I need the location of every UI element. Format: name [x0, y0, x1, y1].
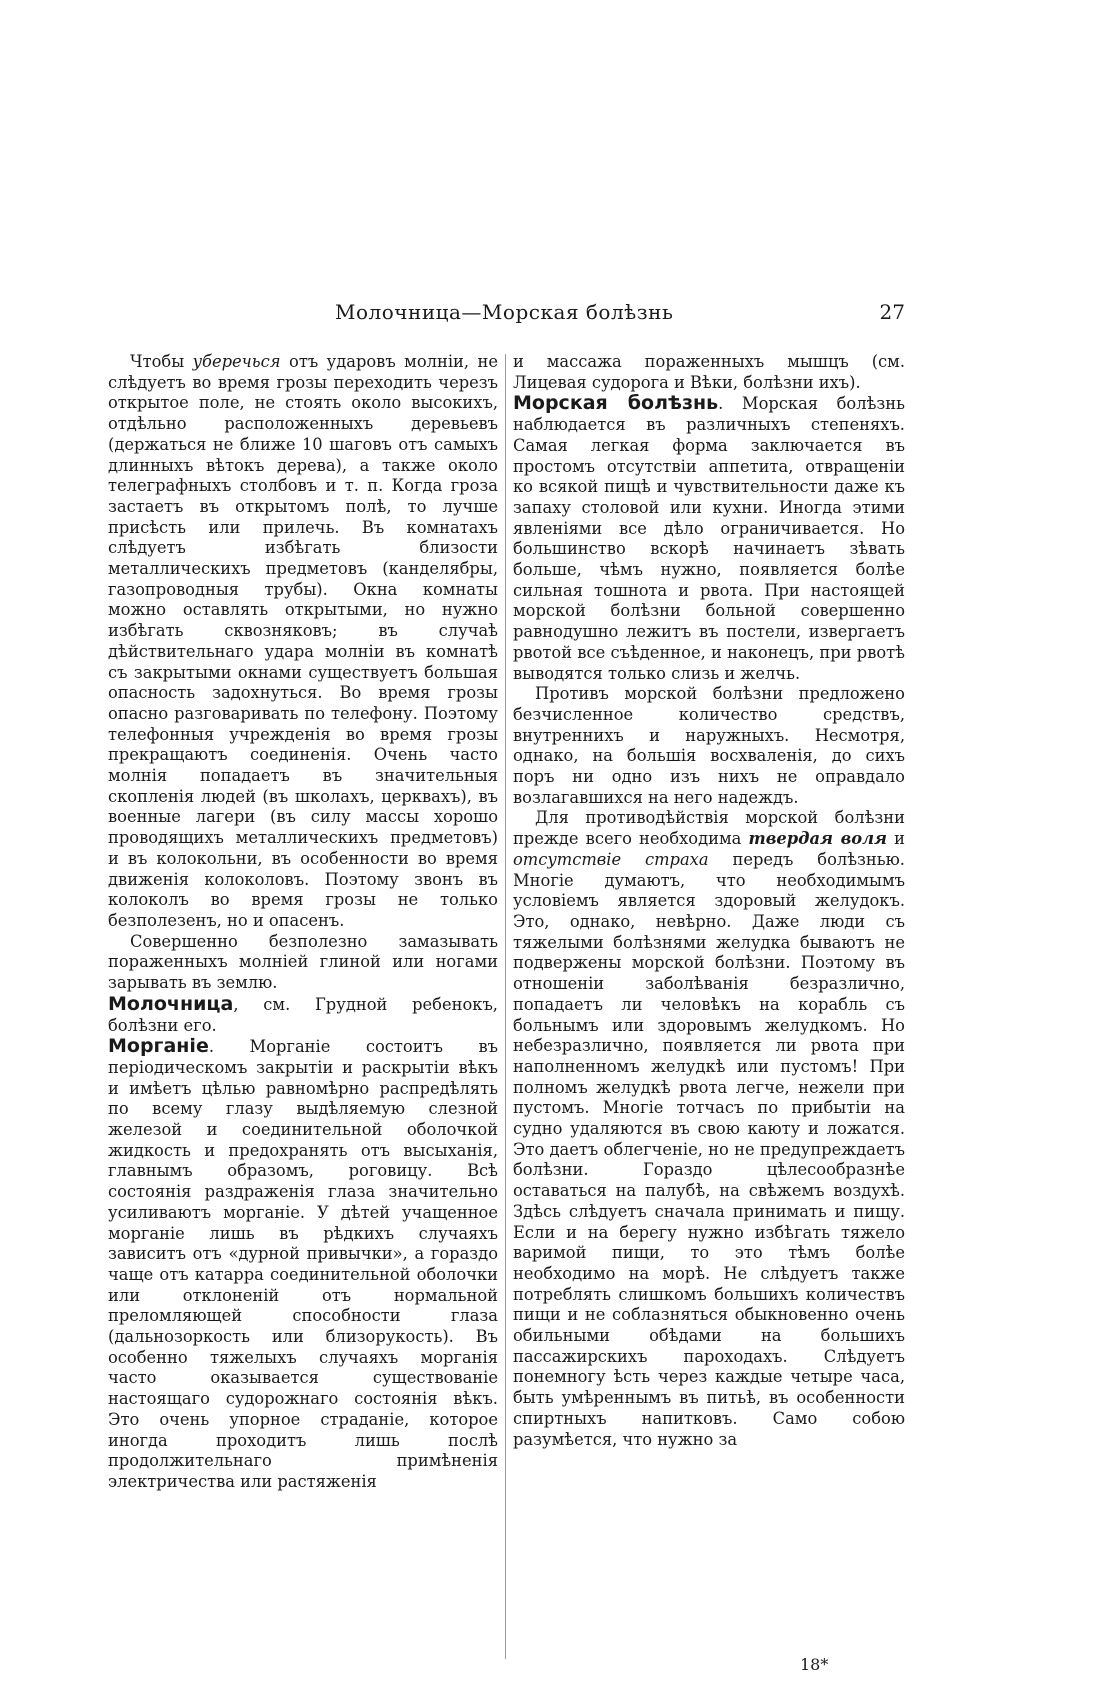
page-number: 27: [879, 300, 905, 324]
emphasis-text: отсутствіе страха: [513, 849, 709, 869]
right-column: [513, 352, 905, 1450]
entry-text: . Морская болѣзнь наблюдается въ различныхъ степеняхъ. Самая легкая форма заключается въ простомъ отсутствіи аппетита, отвращеніи ко всякой пищѣ и чувствительности даже къ запаху столовой или кухни. Иногда этими явленіями все дѣло ограничивается. Но большинство вскорѣ начинаетъ зѣвать больше, чѣмъ нужно, появляется болѣе сильная тошнота и рвота. При настоящей морской болѣзни больной совершенно равнодушно лежитъ въ постели, извергаетъ рвотой все съѣденное, и наконецъ, при рвотѣ выводятся только слизь и желчь.: [513, 394, 905, 683]
page-header: [335, 300, 905, 330]
paragraph-prevention: [513, 808, 905, 1450]
text-run: Для противодѣйствія морской болѣзни прежде всего необходима: [513, 808, 905, 849]
entry-text: , см. Грудной ребенокъ, болѣзни его.: [108, 994, 498, 1035]
entry-heading: Морская болѣзнь: [513, 392, 719, 415]
entry-heading: Морганіе: [108, 1035, 209, 1058]
text-run: Чтобы: [130, 352, 193, 371]
entry-morganie: [108, 1036, 498, 1492]
emphasis-text: твердая воля: [748, 829, 888, 849]
text-run: передъ болѣзнью. Многіе думаютъ, что необходимымъ условіемъ является здоровый желудокъ. Это, однако, невѣрно. Даже люди съ тяжелыми болѣзнями желудка бываютъ не подвержены морской болѣзни. Поэтому въ отношеніи заболѣванія безразлично, попадаетъ ли человѣкъ на корабль съ больнымъ или здоровымъ желудкомъ. Но небезразлично, появляется ли рвота при наполненномъ желудкѣ или пустомъ! При полномъ желудкѣ рвота легче, нежели при пустомъ. Многіе тотчасъ по прибытіи на судно удаляются въ свою каюту и ложатся. Это даетъ облегченіе, но не предупреждаетъ болѣзни. Гораздо цѣлесообразнѣе оставаться на палубѣ, на свѣжемъ воздухѣ. Здѣсь слѣдуетъ сначала принимать и пищу. Если и на берегу нужно избѣгать тяжело варимой пищи, то это тѣмъ болѣе необходимо на морѣ. Не слѣдуетъ также потреблять слишкомъ большихъ количествъ пищи и не соблазняться обыкновенно очень обильными обѣдами на большихъ пассажирскихъ пароходахъ. Слѣдуетъ понемногу ѣсть через каждые четыре часа, быть умѣреннымъ въ питьѣ, въ особенности спиртныхъ напитковъ. Само собою разумѣется, что нужно за: [513, 849, 905, 1449]
paragraph-remedies: Противъ морской болѣзни предложено безчисленное количество средствъ, внутреннихъ и наружныхъ. Несмотря, однако, на большія восхваленія, до сихъ поръ ни одно изъ нихъ не оправдало возлагавшихся на него надеждъ.: [513, 684, 905, 807]
signature-mark: 18*: [800, 1655, 829, 1674]
entry-text: . Морганіе состоитъ въ періодическомъ закрытіи и раскрытіи вѣкъ и имѣетъ цѣлью равномѣрно распредѣлять по всему глазу выдѣляемую слезной железой и соединительной оболочкой жидкость и предохранять отъ высыханія, главнымъ образомъ, роговицу. Всѣ состоянія раздраженія глаза значительно усиливаютъ морганіе. У дѣтей учащенное морганіе лишь въ рѣдкихъ случаяхъ зависитъ отъ «дурной привычки», а гораздо чаще отъ катарра соединительной оболочки или отклоненій отъ нормальной преломляющей способности глаза (дальнозоркость или близорукость). Въ особенно тяжелыхъ случаяхъ морганія часто оказывается существованіе настоящаго судорожнаго состоянія вѣкъ. Это очень упорное страданіе, которое иногда проходитъ лишь послѣ продолжительнаго примѣненія электричества или растяженія: [108, 1037, 498, 1491]
left-column: [108, 352, 498, 1493]
entry-morskaya-bolezn: [513, 393, 905, 684]
running-head: Молочница—Морская болѣзнь: [335, 300, 674, 324]
entry-heading: Молочница: [108, 992, 234, 1015]
paragraph-burial-myth: Совершенно безполезно замазывать пораженныхъ молніей глиной или ногами зарывать въ землю.: [108, 931, 498, 993]
text-run: и: [887, 829, 905, 849]
column-divider: [505, 354, 506, 1659]
emphasis-text: уберечься: [192, 352, 281, 371]
paragraph-continuation: и массажа пораженныхъ мышцъ (см. Лицевая судорога и Вѣки, болѣзни ихъ).: [513, 352, 905, 392]
text-run: отъ ударовъ молніи, не слѣдуетъ во время грозы переходить черезъ открытое поле, не стоять около высокихъ, отдѣльно расположенныхъ деревьевъ (держаться не ближе 10 шаговъ отъ самыхъ длинныхъ вѣтокъ дерева), а также около телеграфныхъ столбовъ и т. п. Когда гроза застаетъ въ открытомъ полѣ, то лучше присѣсть или прилечь. Въ комнатахъ слѣдуетъ избѣгать близости металлическихъ предметовъ (канделябры, газопроводныя трубы). Окна комнаты можно оставлять открытыми, но нужно избѣгать сквозняковъ; въ случаѣ дѣйствительнаго удара молніи въ комнатѣ съ закрытыми окнами существуетъ большая опасность задохнуться. Во время грозы опасно разговаривать по телефону. Поэтому телефонныя учрежденія во время грозы прекращаютъ соединенія. Очень часто молнія попадаетъ въ значительныя скопленія людей (въ школахъ, церквахъ), въ военные лагери (въ силу массы хорошо проводящихъ металлическихъ предметовъ) и въ колокольни, въ особенности во время движенія колоколовъ. Поэтому звонъ въ колоколъ во время грозы не только безполезенъ, но и опасенъ.: [108, 352, 498, 930]
entry-molochnitsa: [108, 994, 498, 1036]
paragraph-lightning-safety: [108, 352, 498, 932]
